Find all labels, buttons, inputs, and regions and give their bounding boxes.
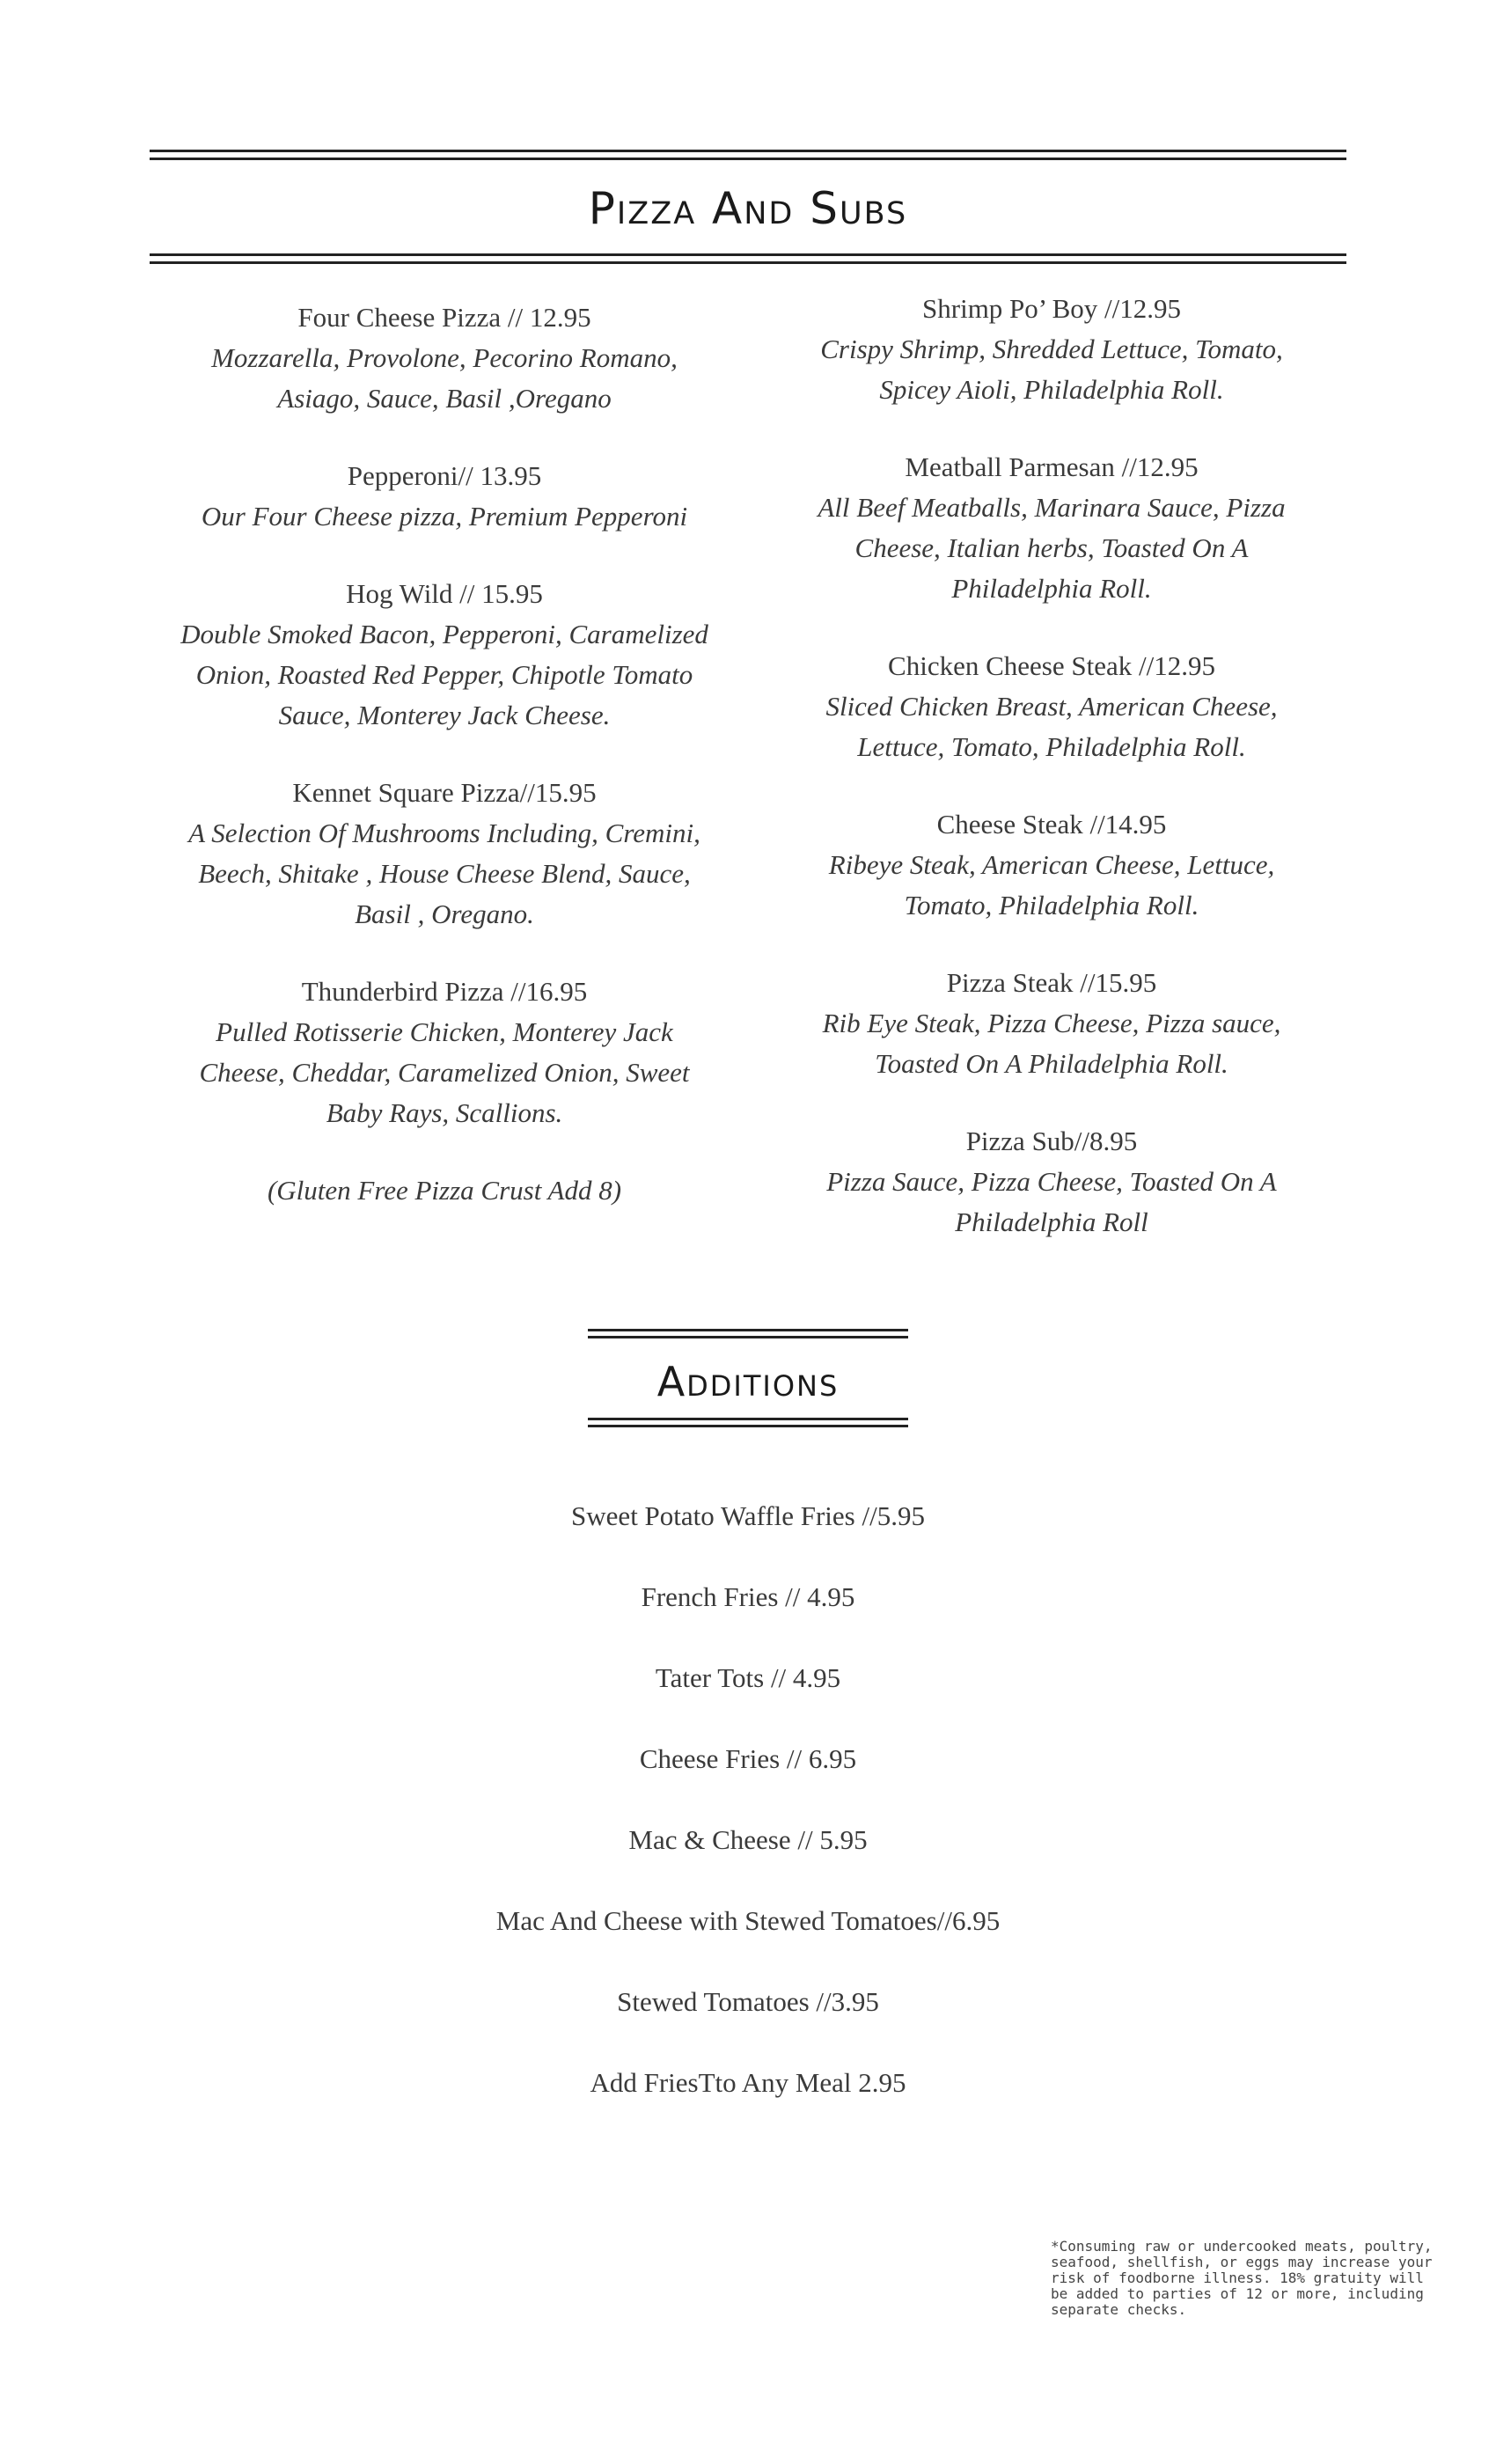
menu-item: [783, 804, 1320, 926]
additions-bottom-divider: [588, 1418, 908, 1427]
gluten-free-note: (Gluten Free Pizza Crust Add 8): [267, 1175, 622, 1206]
item-name: Cheese Steak //14.95: [936, 809, 1167, 840]
list-item: Mac And Cheese with Stewed Tomatoes//6.95: [495, 1905, 1001, 1936]
menu-item: [783, 963, 1320, 1084]
item-description: Our Four Cheese pizza, Premium Pepperoni: [201, 501, 688, 532]
menu-item: [783, 289, 1320, 410]
menu-item: [783, 646, 1320, 767]
item-name: Thunderbird Pizza //16.95: [301, 976, 588, 1007]
section-title-pizza: Pizza And Subs: [588, 183, 908, 234]
pizza-columns: [176, 289, 1320, 1280]
item-name: Pizza Steak //15.95: [946, 967, 1157, 998]
menu-item: [176, 773, 713, 935]
item-description: Mozzarella, Provolone, Pecorino Romano, Asiago, Sauce, Basil ,Oregano: [211, 342, 678, 414]
item-description: Sliced Chicken Breast, American Cheese, Lettuce, Tomato, Philadelphia Roll.: [825, 691, 1278, 762]
menu-item: [176, 972, 713, 1133]
item-description: A Selection Of Mushrooms Including, Cremini, Beech, Shitake , House Cheese Blend, Sauce, Basil , Oregano.: [188, 818, 700, 929]
bottom-divider: [150, 253, 1346, 264]
item-description: Crispy Shrimp, Shredded Lettuce, Tomato, Spicey Aioli, Philadelphia Roll.: [820, 334, 1283, 405]
menu-item: [783, 447, 1320, 609]
list-item: Mac & Cheese // 5.95: [628, 1824, 868, 1855]
menu-item: [783, 1121, 1320, 1243]
item-name: Hog Wild // 15.95: [346, 578, 543, 609]
item-name: Shrimp Po’ Boy //12.95: [922, 293, 1181, 324]
food-safety-disclaimer: *Consuming raw or undercooked meats, poultry, seafood, shellfish, or eggs may increase your risk of foodborne illness. 18% gratuity will be added to parties of 12 or more, including separate checks.: [1051, 2238, 1433, 2318]
additions-list: [308, 1496, 1188, 2144]
item-description: Pizza Sauce, Pizza Cheese, Toasted On A Philadelphia Roll: [826, 1166, 1277, 1237]
top-divider: [150, 150, 1346, 160]
item-description: Pulled Rotisserie Chicken, Monterey Jack Cheese, Cheddar, Caramelized Onion, Sweet Baby Rays, Scallions.: [199, 1016, 690, 1128]
left-column: [176, 297, 713, 1280]
menu-item: [176, 574, 713, 736]
pizza-section-header: [150, 150, 1346, 264]
item-name: Four Cheese Pizza // 12.95: [297, 302, 591, 333]
item-name: Pizza Sub//8.95: [965, 1126, 1138, 1156]
item-name: Pepperoni// 13.95: [347, 460, 542, 491]
list-item: Add FriesTto Any Meal 2.95: [590, 2067, 906, 2098]
list-item: French Fries // 4.95: [641, 1581, 855, 1612]
list-item: Tater Tots // 4.95: [655, 1662, 841, 1693]
menu-item: [176, 456, 713, 537]
section-title-additions: Additions: [656, 1358, 840, 1405]
item-name: Chicken Cheese Steak //12.95: [888, 650, 1215, 681]
item-description: Rib Eye Steak, Pizza Cheese, Pizza sauce, Toasted On A Philadelphia Roll.: [822, 1008, 1281, 1079]
item-description: Double Smoked Bacon, Pepperoni, Caramelized Onion, Roasted Red Pepper, Chipotle Tomato Sauce, Monterey Jack Cheese.: [180, 619, 708, 730]
list-item: Stewed Tomatoes //3.95: [617, 1986, 879, 2017]
item-description: Ribeye Steak, American Cheese, Lettuce, Tomato, Philadelphia Roll.: [828, 849, 1275, 920]
menu-item: [176, 297, 713, 419]
item-name: Meatball Parmesan //12.95: [905, 451, 1199, 482]
additions-section-header: [588, 1329, 908, 1427]
item-description: All Beef Meatballs, Marinara Sauce, Pizza Cheese, Italian herbs, Toasted On A Philadelphia Roll.: [818, 492, 1286, 604]
list-item: Sweet Potato Waffle Fries //5.95: [571, 1500, 925, 1531]
right-column: [783, 289, 1320, 1280]
additions-top-divider: [588, 1329, 908, 1338]
item-name: Kennet Square Pizza//15.95: [292, 777, 597, 808]
list-item: Cheese Fries // 6.95: [639, 1743, 857, 1774]
